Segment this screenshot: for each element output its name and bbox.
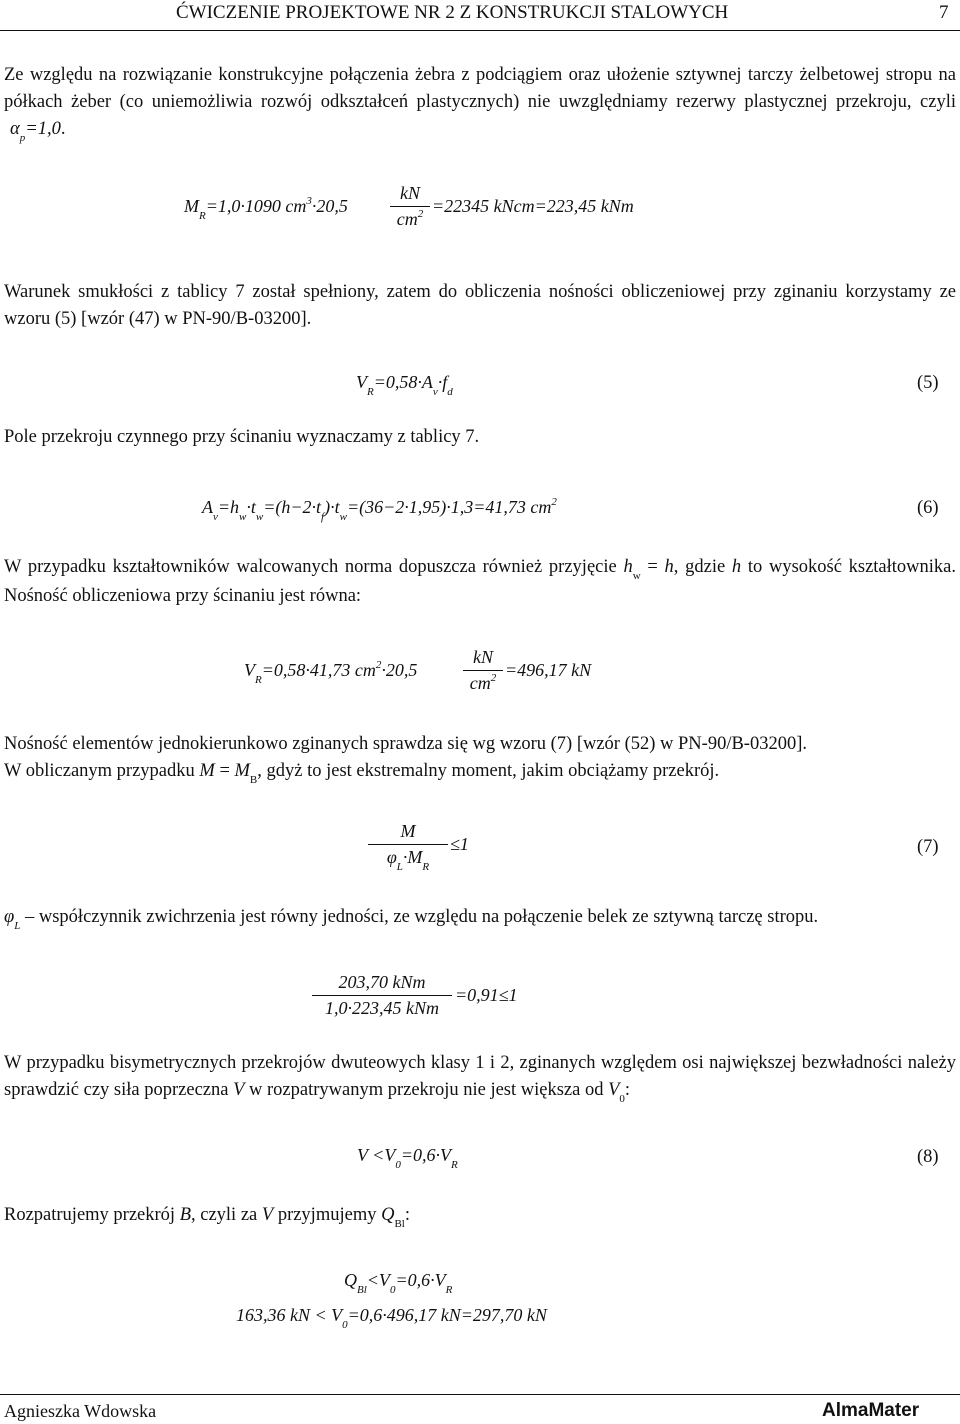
- alpha-value: =1,0: [25, 119, 61, 139]
- paragraph-text: Nośność elementów jednokierunkowo zginanych sprawdza się wg wzoru (7) [wzór (52) w PN-90/B-03200].: [4, 734, 808, 754]
- paragraph-text: W obliczanym przypadku: [4, 761, 195, 781]
- h-symbol: h: [623, 557, 633, 577]
- fraction-numerator: 203,70 kNm: [312, 972, 452, 996]
- equation-shear-resistance: [244, 659, 418, 686]
- paragraph-text: W przypadku bisymetrycznych przekrojów dwuteowych klasy 1 i 2, zginanych względem osi największej bezwładności należy sprawdzić czy siła poprzeczna: [4, 1053, 956, 1100]
- eq-subscript: R: [422, 861, 430, 873]
- eq-superscript: 2: [490, 672, 497, 684]
- h-symbol: h: [731, 557, 742, 577]
- eq-term: =0,58·41,73 cm: [261, 660, 376, 680]
- fraction-denominator: cm: [396, 209, 418, 229]
- paragraph-text: , czyli za: [191, 1205, 258, 1225]
- eq-term: =0,6·V: [400, 1145, 451, 1165]
- v-symbol: V: [608, 1080, 620, 1100]
- paragraph-section-b: [4, 1202, 956, 1231]
- equation-8: [357, 1145, 458, 1171]
- fraction-numerator: M: [368, 821, 448, 845]
- eq-symbol: Q: [344, 1270, 357, 1290]
- equation-shear-result: =496,17 kN: [505, 660, 592, 680]
- eq-subscript: R: [367, 386, 374, 398]
- eq-term: )·t: [324, 497, 340, 517]
- paragraph-text: to wysokość kształtownika. Nośność obliczeniowa przy ścinaniu jest równa:: [4, 557, 957, 606]
- q-subscript: Bl: [394, 1218, 405, 1230]
- paragraph-shear-condition: [4, 1050, 956, 1106]
- eq-superscript: 2: [551, 496, 557, 508]
- eq-term: ·t: [246, 497, 256, 517]
- eq-subscript: v: [213, 511, 218, 523]
- equation-10: [236, 1305, 547, 1331]
- m-symbol: M: [199, 761, 215, 781]
- fraction-denominator: cm: [469, 673, 491, 693]
- eq-subscript: R: [445, 1284, 453, 1296]
- eq-symbol: V: [244, 660, 255, 680]
- eq-symbol: V: [356, 372, 367, 392]
- m-subscript: B: [249, 774, 258, 786]
- equation-number-6: (6): [917, 498, 939, 518]
- paragraph-text: =: [640, 557, 665, 577]
- paragraph-shear-area: Pole przekroju czynnego przy ścinaniu wyznaczamy z tablicy 7.: [4, 427, 480, 447]
- eq-subscript: R: [255, 674, 262, 686]
- eq-term: =(36−2·1,95)·1,3=41,73 cm: [346, 497, 552, 517]
- equation-check-fraction: [312, 972, 452, 1019]
- eq-subscript: L: [396, 861, 403, 873]
- equation-6: [202, 496, 557, 523]
- paragraph-text: =: [214, 761, 235, 781]
- fraction-numerator: kN: [463, 647, 503, 671]
- fraction-kn-per-cm2: [390, 183, 430, 230]
- eq-term: ·20,5: [311, 196, 348, 216]
- eq-subscript: d: [447, 386, 453, 398]
- alpha-symbol: α: [10, 119, 20, 139]
- equation-number-8: (8): [917, 1147, 939, 1167]
- eq-term: =1,0·1090 cm: [205, 196, 307, 216]
- eq-subscript: w: [339, 511, 347, 523]
- paragraph-bending-check: [4, 731, 956, 787]
- paragraph-text: Ze względu na rozwiązanie konstrukcyjne połączenia żebra z podciągiem oraz ułożenie sztywnej tarczy żelbetowej stropu na półkach żeber (co uniemożliwia rozwój odkształceń plastycznych) nie uwzględniamy rezerwy plastycznej przekroju, czyli: [4, 65, 956, 112]
- eq-subscript: w: [255, 511, 264, 523]
- eq-subscript: f: [321, 511, 325, 523]
- footer-author: Agnieszka Wdowska: [4, 1401, 157, 1421]
- paragraph-text: , gdzie: [673, 557, 732, 577]
- equation-moment-result: =22345 kNcm=223,45 kNm: [432, 196, 634, 216]
- phi-symbol: φ: [4, 907, 15, 927]
- eq-term: ·f: [437, 372, 448, 392]
- eq-term: V <V: [357, 1145, 396, 1165]
- eq-symbol: A: [202, 497, 213, 517]
- page-number: 7: [939, 2, 949, 23]
- eq-superscript: 2: [375, 659, 382, 671]
- phi-subscript: L: [14, 920, 21, 932]
- equation-moment-resistance: [184, 195, 348, 222]
- eq-term: ·20,5: [381, 660, 418, 680]
- paragraph-text: W przypadku kształtowników walcowanych norma dopuszcza również przyjęcie: [4, 557, 617, 577]
- h-symbol: h: [664, 557, 674, 577]
- eq-subscript: 0: [342, 1319, 348, 1331]
- equation-number-5: (5): [917, 373, 939, 393]
- eq-subscript: R: [450, 1159, 458, 1171]
- eq-term: =0,58·A: [373, 372, 433, 392]
- eq-superscript: 2: [417, 208, 424, 220]
- paragraph-plastic-reserve: [4, 62, 956, 145]
- h-subscript: w: [632, 570, 641, 582]
- eq-symbol: M: [184, 196, 199, 216]
- alpha-subscript: p: [19, 132, 26, 144]
- eq-term: =0,6·496,17 kN=297,70 kN: [347, 1305, 547, 1325]
- paragraph-text: , gdyż to jest ekstremalny moment, jakim obciążamy przekrój.: [257, 761, 720, 781]
- m-symbol: M: [234, 761, 250, 781]
- paragraph-text: Rozpatrujemy przekrój: [4, 1205, 176, 1225]
- v-symbol: V: [233, 1080, 245, 1100]
- eq-subscript: 0: [395, 1159, 401, 1171]
- eq-term: =0,6·V: [395, 1270, 446, 1290]
- sentence-end: .: [60, 119, 66, 139]
- equation-number-7: (7): [917, 837, 939, 857]
- v-subscript: 0: [619, 1093, 625, 1105]
- eq-subscript: v: [432, 386, 438, 398]
- paragraph-rolled-sections: [4, 554, 956, 610]
- eq-term: ·M: [402, 847, 423, 867]
- eq-subscript: 0: [389, 1284, 396, 1296]
- eq-term: =h: [217, 497, 240, 517]
- paragraph-lateral-buckling: [4, 904, 956, 933]
- equation-check-result: =0,91≤1: [455, 985, 518, 1005]
- eq-term: 163,36 kN < V: [236, 1305, 343, 1325]
- equation-5: [356, 372, 453, 398]
- equation-9: [344, 1270, 453, 1296]
- equation-7-fraction: [368, 821, 448, 873]
- eq-term: =(h−2·t: [263, 497, 322, 517]
- fraction-kn-per-cm2: [463, 647, 503, 694]
- eq-symbol: φ: [386, 847, 397, 867]
- eq-term: <V: [366, 1270, 390, 1290]
- fraction-numerator: kN: [390, 183, 430, 207]
- paragraph-text: :: [404, 1205, 411, 1225]
- page-header: [0, 0, 960, 31]
- eq-subscript: Bl: [357, 1284, 367, 1296]
- v-symbol: V: [261, 1205, 274, 1225]
- eq-subscript: w: [239, 511, 247, 523]
- fraction-denominator: 1,0·223,45 kNm: [325, 998, 439, 1018]
- footer-brand: AlmaMater: [822, 1400, 920, 1421]
- equation-7-rhs: ≤1: [450, 834, 469, 854]
- q-symbol: Q: [381, 1205, 395, 1225]
- paragraph-text: w rozpatrywanym przekroju nie jest większa od: [244, 1080, 604, 1100]
- paragraph-text: :: [624, 1080, 631, 1100]
- eq-subscript: R: [199, 210, 206, 222]
- header-title: ĆWICZENIE PROJEKTOWE NR 2 Z KONSTRUKCJI STALOWYCH: [176, 2, 729, 23]
- b-symbol: B: [179, 1205, 191, 1225]
- paragraph-text: przyjmujemy: [273, 1205, 377, 1225]
- paragraph-text: – współczynnik zwichrzenia jest równy jedności, ze względu na połączenie belek ze sztywną tarczę stropu.: [20, 907, 819, 927]
- paragraph-slenderness: Warunek smukłości z tablicy 7 został spełniony, zatem do obliczenia nośności obliczeniowej przy zginaniu korzystamy ze wzoru (5) [wzór (47) w PN-90/B-03200].: [4, 282, 956, 329]
- eq-superscript: 3: [306, 195, 312, 207]
- page-footer: [0, 1394, 960, 1424]
